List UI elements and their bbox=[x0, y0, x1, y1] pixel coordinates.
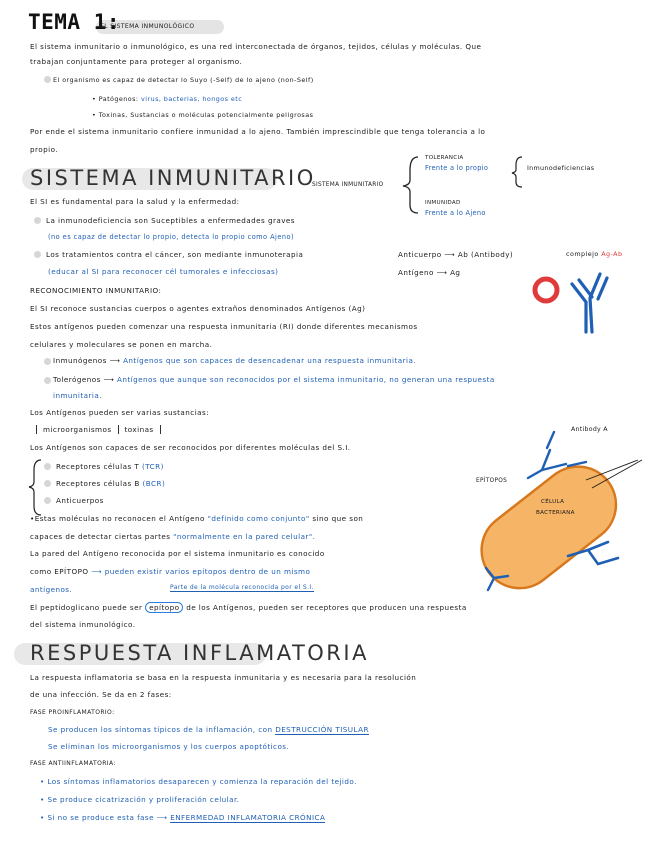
fase-1-line-1 bbox=[48, 725, 369, 734]
si-bullet-2: Los tratamientos contra el cáncer, son mediante inmunoterapia bbox=[46, 250, 304, 259]
mol-line-2b: "normalmente en la pared celular". bbox=[173, 532, 316, 541]
mol-line-2a: capaces de detectar ciertas partes bbox=[30, 532, 171, 541]
bullet-dot bbox=[44, 463, 51, 470]
enfermedad-cronica: ENFERMEDAD INFLAMATORIA CRÓNICA bbox=[170, 813, 326, 822]
mol-line-6c: de los Antígenos, pueden ser receptores que producen una respuesta bbox=[186, 603, 467, 612]
receptor-b-abbr: (BCR) bbox=[142, 479, 166, 488]
fase-2-line-1-text: Los síntomas inflamatorios desaparecen y comienza la reparación del tejido. bbox=[47, 777, 357, 786]
fase-2-line-2: • Se produce cicatrización y proliferación celular. bbox=[40, 795, 240, 804]
mol-line-2 bbox=[30, 532, 315, 541]
toxinas-label: Toxinas, Sustancias o moléculas potencialmente peligrosas bbox=[98, 111, 314, 119]
inf-line-1: La respuesta inflamatoria se basa en la respuesta inmunitaria y es necesaria para la resolución bbox=[30, 673, 417, 682]
intro-line-1: El sistema inmunitario o inmunológico, es una red interconectada de órganos, tejidos, células y moléculas. Que bbox=[30, 42, 482, 51]
inmunidad-label: INMUNIDAD bbox=[425, 200, 461, 206]
mol-line-4b: pueden existir varios epítopos dentro de un mismo bbox=[104, 567, 311, 576]
bullet-dot bbox=[44, 480, 51, 487]
fase-1-heading: FASE PROINFLAMATORIO: bbox=[30, 709, 115, 716]
mol-line-7: del sistema inmunológico. bbox=[30, 620, 136, 629]
bacteriana-label: BACTERIANA bbox=[536, 510, 575, 516]
inmunogenos-text: Antígenos que son capaces de desencadenar una respuesta inmunitaria. bbox=[123, 356, 417, 365]
reconocimiento-heading: RECONOCIMIENTO INMUNITARIO: bbox=[30, 286, 162, 295]
receptor-b-label: Receptores células B bbox=[56, 479, 140, 488]
rec-line-4: Los Antígenos pueden ser varias sustancias: bbox=[30, 408, 210, 417]
intro-line-3: Por ende el sistema inmunitario confiere inmunidad a lo ajeno. También imprescindible que tenga tolerancia a lo bbox=[30, 127, 486, 136]
mol-line-4: como EPÍTOPO ⟶ pueden existir varios epítopos dentro de un mismo bbox=[30, 567, 311, 576]
bullet-dot bbox=[44, 497, 51, 504]
si-bullet-1: La inmunodeficiencia son Suceptibles a enfermedades graves bbox=[46, 216, 295, 225]
si-line-1: El SI es fundamental para la salud y la enfermedad: bbox=[30, 197, 240, 206]
sistema-heading: SISTEMA INMUNITARIO bbox=[30, 166, 316, 190]
celula-label: CÉLULA bbox=[541, 499, 565, 505]
mol-line-1: •Estas moléculas no reconocen el Antígeno "definido como conjunto" sino que son bbox=[30, 514, 364, 523]
anticuerpo-row: Anticuerpo ⟶ Ab (Antibody) bbox=[398, 250, 514, 259]
fase-2-heading: FASE ANTIINFLAMATORIA: bbox=[30, 760, 116, 767]
mol-line-3: La pared del Antígeno reconocida por el sistema inmunitario es conocido bbox=[30, 549, 325, 558]
page-subtitle: EL SISTEMA INMUNOLÓGICO bbox=[100, 23, 195, 30]
si-bullet-1-note: (no es capaz de detectar lo propio, detecta lo propio como Ajeno) bbox=[48, 233, 294, 241]
ab-label: Ab (Antibody) bbox=[457, 250, 514, 259]
sustancia-microorganismos: microorganismos bbox=[36, 425, 119, 434]
patogenos-label: Patógenos: bbox=[98, 95, 139, 103]
page-title: TEMA 1: bbox=[28, 10, 121, 34]
antigeno-label: Antígeno bbox=[398, 268, 434, 277]
fase-1-line-1a: Se producen los síntomas típicos de la inflamación, con bbox=[48, 725, 273, 734]
anticuerpo-label: Anticuerpo bbox=[398, 250, 442, 259]
mol-line-6 bbox=[30, 603, 467, 612]
rec-line-1: El SI reconoce sustancias cuerpos o agentes extraños denominados Antígenos (Ag) bbox=[30, 304, 366, 313]
toxinas-item: • Toxinas, Sustancias o moléculas potencialmente peligrosas bbox=[92, 111, 314, 119]
si-diagram-center: SISTEMA INMUNITARIO bbox=[312, 182, 384, 188]
mol-line-6a: El peptidoglicano puede ser bbox=[30, 603, 143, 612]
patogenos-value: virus, bacterias, hongos etc bbox=[141, 95, 243, 103]
patogenos-item: • Patógenos: virus, bacterias, hongos etc bbox=[92, 95, 243, 103]
receptor-ac: Anticuerpos bbox=[56, 496, 104, 505]
antigeno-row: Antígeno ⟶ Ag bbox=[398, 268, 461, 277]
epitopo-term: como EPÍTOPO bbox=[30, 567, 89, 576]
mol-line-5: antígenos. bbox=[30, 585, 73, 594]
mol-line-1a: Estas moléculas no reconocen el Antígeno bbox=[34, 514, 205, 523]
tolerogenos-label: Tolerógenos bbox=[53, 375, 101, 384]
fase-2-line-3: • Si no se produce esta fase ⟶ ENFERMEDAD INFLAMATORIA CRÓNICA bbox=[40, 813, 326, 822]
si-bullet-2-note: (educar al SI para reconocer cél tumorales e infecciosas) bbox=[48, 267, 279, 276]
fase-2-line-3a: Si no se produce esta fase bbox=[47, 813, 154, 822]
tolerogenos-text: Antígenos que aunque son reconocidos por el sistema inmunitario, no generan una respuesta bbox=[117, 375, 495, 384]
receptor-t bbox=[56, 462, 164, 471]
tolerogenos-row: Tolerógenos ⟶ Antígenos que aunque son reconocidos por el sistema inmunitario, no generan una respuesta bbox=[53, 375, 495, 384]
sustancia-toxinas: toxinas bbox=[119, 425, 161, 434]
epitopo-note: Parte de la molécula reconocida por el S.I. bbox=[170, 584, 314, 591]
intro-bullet: El organismo es capaz de detectar lo Suyo (-Self) de lo ajeno (non-Self) bbox=[53, 76, 314, 84]
complejo-label: complejo bbox=[566, 250, 599, 258]
antibody-a-label: Antibody A bbox=[571, 426, 608, 433]
fase-2-line-2-text: Se produce cicatrización y proliferación celular. bbox=[47, 795, 240, 804]
mol-line-1c: sino que son bbox=[312, 514, 364, 523]
bacterium-illustration bbox=[468, 418, 648, 593]
tolerogenos-text-2: inmunitaria. bbox=[53, 391, 102, 400]
receptor-t-abbr: (TCR) bbox=[142, 462, 164, 471]
tolerancia-label: TOLERANCIA bbox=[425, 155, 464, 161]
intro-line-2: trabajan conjuntamente para proteger al organismo. bbox=[30, 57, 243, 66]
inflamatoria-heading: RESPUESTA INFLAMATORIA bbox=[30, 641, 369, 665]
intro-line-4: propio. bbox=[30, 145, 59, 154]
tolerancia-sub: Frente a lo propio bbox=[425, 164, 489, 172]
ag-label: Ag bbox=[450, 268, 461, 277]
complejo-value: Ag-Ab bbox=[601, 250, 623, 258]
epitopo-circled: epítopo bbox=[145, 602, 183, 613]
mol-line-1b: "definido como conjunto" bbox=[207, 514, 310, 523]
inmunogenos-row: Inmunógenos ⟶ Antígenos que son capaces de desencadenar una respuesta inmunitaria. bbox=[53, 356, 417, 365]
epitopos-label: EPÍTOPOS bbox=[476, 478, 508, 484]
rec-line-5: Los Antígenos son capaces de ser reconocidos por diferentes moléculas del S.I. bbox=[30, 443, 351, 452]
rec-line-3: celulares y moleculares se ponen en marcha. bbox=[30, 340, 213, 349]
fase-2-line-1: • Los síntomas inflamatorios desaparecen y comienza la reparación del tejido. bbox=[40, 777, 357, 786]
receptor-t-label: Receptores células T bbox=[56, 462, 140, 471]
receptor-b bbox=[56, 479, 165, 488]
fase-1-line-2: Se eliminan los microorganismos y los cuerpos apoptóticos. bbox=[48, 742, 290, 751]
inmunogenos-label: Inmunógenos bbox=[53, 356, 107, 365]
rec-line-2: Estos antígenos pueden comenzar una respuesta inmunitaria (RI) donde diferentes mecanismos bbox=[30, 322, 418, 331]
inf-line-2: de una infección. Se da en 2 fases: bbox=[30, 690, 172, 699]
inmunidad-sub: Frente a lo Ajeno bbox=[425, 209, 486, 217]
inmunodeficiencias-label: Inmunodeficiencias bbox=[527, 164, 595, 172]
destruccion-tisular: DESTRUCCIÓN TISULAR bbox=[275, 725, 369, 734]
